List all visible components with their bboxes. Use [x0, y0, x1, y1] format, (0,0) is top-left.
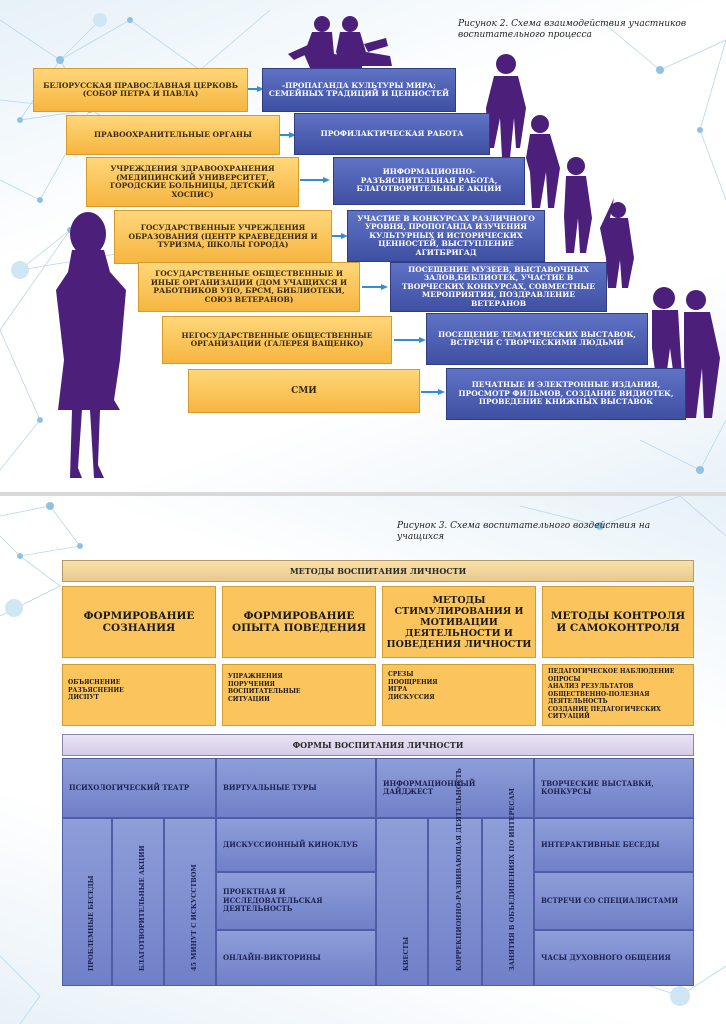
form-specialist-meetings: ВСТРЕЧИ СО СПЕЦИАЛИСТАМИ: [534, 872, 694, 930]
org-box-public-orgs: ГОСУДАРСТВЕННЫЕ ОБЩЕСТВЕННЫЕ И ИНЫЕ ОРГАНИЗАЦИИ (ДОМ УЧАЩИХСЯ И РАБОТНИКОВ УПО, БРСМ, БИБЛИОТЕКИ, СОЮЗ ВЕТЕРАНОВ): [138, 262, 360, 312]
arrow-right: [394, 337, 426, 343]
form-online-quizzes: ОНЛАЙН-ВИКТОРИНЫ: [216, 930, 376, 986]
form-interest-groups: [482, 788, 534, 986]
form-creative-exhibitions: ТВОРЧЕСКИЕ ВЫСТАВКИ, КОНКУРСЫ: [534, 758, 694, 818]
org-box-ngo: НЕГОСУДАРСТВЕННЫЕ ОБЩЕСТВЕННЫЕ ОРГАНИЗАЦИИ (ГАЛЕРЕЯ ВАЩЕНКО): [162, 316, 392, 364]
form-charity-actions: [112, 818, 164, 986]
form-information-digest: ИНФОРМАЦИОННЫЙ ДАЙДЖЕСТ: [376, 758, 534, 818]
figure2-page: [0, 0, 726, 492]
form-charity-actions-label: БЛАГОТВОРИТЕЛЬНЫЕ АКЦИИ: [138, 845, 146, 971]
form-discussion-cinema-club: ДИСКУССИОННЫЙ КИНОКЛУБ: [216, 818, 376, 872]
method-items-stimulation: СРЕЗЫ ПООЩРЕНИЯ ИГРА ДИСКУССИЯ: [382, 664, 536, 726]
forms-header: ФОРМЫ ВОСПИТАНИЯ ЛИЧНОСТИ: [62, 734, 694, 756]
org-box-church: БЕЛОРУССКАЯ ПРАВОСЛАВНАЯ ЦЕРКОВЬ (СОБОР ПЕТРА И ПАВЛА): [33, 68, 248, 112]
figure3-page: [0, 496, 726, 1024]
arrow-right: [300, 177, 330, 183]
methods-header: МЕТОДЫ ВОСПИТАНИЯ ЛИЧНОСТИ: [62, 560, 694, 582]
form-quests-label: КВЕСТЫ: [402, 936, 410, 971]
form-virtual-tours: ВИРТУАЛЬНЫЕ ТУРЫ: [216, 758, 376, 818]
activity-box-police: ПРОФИЛАКТИЧЕСКАЯ РАБОТА: [294, 113, 490, 155]
form-problem-talks: [62, 818, 112, 986]
figure3-caption: Рисунок 3. Схема воспитательного воздействия на учащихся: [397, 521, 651, 542]
form-correctional-activity-label: КОРРЕКЦИОННО-РАЗВИВАЮЩАЯ ДЕЯТЕЛЬНОСТЬ: [455, 768, 463, 971]
activity-box-media: ПЕЧАТНЫЕ И ЭЛЕКТРОННЫЕ ИЗДАНИЯ, ПРОСМОТР ФИЛЬМОВ, СОЗДАНИЕ ВИДИОТЕК, ПРОВЕДЕНИЕ КНИЖНЫХ ВЫСТАВОК: [446, 368, 686, 420]
method-items-consciousness: ОБЪЯСНЕНИЕ РАЗЪЯСНЕНИЕ ДИСПУТ: [62, 664, 216, 726]
method-title-behavior-experience: ФОРМИРОВАНИЕ ОПЫТА ПОВЕДЕНИЯ: [222, 586, 376, 658]
arrow-right: [421, 389, 445, 395]
activity-box-health: ИНФОРМАЦИОННО-РАЗЪЯСНИТЕЛЬНАЯ РАБОТА, БЛАГОТВОРИТЕЛЬНЫЕ АКЦИИ: [333, 157, 525, 205]
activity-box-ngo: ПОСЕЩЕНИЕ ТЕМАТИЧЕСКИХ ВЫСТАВОК, ВСТРЕЧИ С ТВОРЧЕСКИМИ ЛЮДЬМИ: [426, 313, 648, 365]
activity-box-public-orgs: ПОСЕЩЕНИЕ МУЗЕЕВ, ВЫСТАВОЧНЫХ ЗАЛОВ,БИБЛИОТЕК, УЧАСТИЕ В ТВОРЧЕСКИХ КОНКУРСАХ, СОВМЕСТНЫЕ МЕРОПРИЯТИЯ, ПОЗДРАВЛЕНИЕ ВЕТЕРАНОВ: [390, 262, 607, 312]
method-title-control: МЕТОДЫ КОНТРОЛЯ И САМОКОНТРОЛЯ: [542, 586, 694, 658]
form-interactive-talks: ИНТЕРАКТИВНЫЕ БЕСЕДЫ: [534, 818, 694, 872]
method-items-behavior-experience: УПРАЖНЕНИЯ ПОРУЧЕНИЯ ВОСПИТАТЕЛЬНЫЕ СИТУАЦИИ: [222, 664, 376, 726]
org-box-police: ПРАВООХРАНИТЕЛЬНЫЕ ОРГАНЫ: [66, 115, 280, 155]
org-box-media: СМИ: [188, 369, 420, 413]
method-title-consciousness: ФОРМИРОВАНИЕ СОЗНАНИЯ: [62, 586, 216, 658]
activity-box-church: -ПРОПАГАНДА КУЛЬТУРЫ МИРА; СЕМЕЙНЫХ ТРАДИЦИЙ И ЦЕННОСТЕЙ: [262, 68, 456, 112]
figure2-caption: Рисунок 2. Схема взаимодействия участников воспитательного процесса: [458, 19, 687, 40]
form-quests: [376, 818, 428, 986]
form-45-minutes-art-label: 45 МИНУТ С ИСКУССТВОМ: [190, 864, 198, 971]
method-title-stimulation: МЕТОДЫ СТИМУЛИРОВАНИЯ И МОТИВАЦИИ ДЕЯТЕЛЬНОСТИ И ПОВЕДЕНИЯ ЛИЧНОСТИ: [382, 586, 536, 658]
method-items-control: ПЕДАГОГИЧЕСКОЕ НАБЛЮДЕНИЕ ОПРОСЫ АНАЛИЗ РЕЗУЛЬТАТОВ ОБЩЕСТВЕННО-ПОЛЕЗНАЯ ДЕЯТЕЛЬНОСТЬ СОЗДАНИЕ ПЕДАГОГИЧЕСКИХ СИТУАЦИЙ: [542, 664, 694, 726]
arrow-right: [362, 284, 388, 290]
org-box-health: УЧРЕЖДЕНИЯ ЗДРАВООХРАНЕНИЯ (МЕДИЦИНСКИЙ УНИВЕРСИТЕТ, ГОРОДСКИЕ БОЛЬНИЦЫ, ДЕТСКИЙ ХОСПИС): [86, 157, 299, 207]
form-45-minutes-art: [164, 818, 216, 986]
activity-box-education: УЧАСТИЕ В КОНКУРСАХ РАЗЛИЧНОГО УРОВНЯ, ПРОПОГАНДА ИЗУЧЕНИЯ КУЛЬТУРНЫХ И ИСТОРИЧЕСКИХ ЦЕННОСТЕЙ, ВЫСТУПЛЕНИЕ АГИТБРИГАД: [347, 210, 545, 262]
form-psychological-theatre: ПСИХОЛОГИЧЕСКИЙ ТЕАТР: [62, 758, 216, 818]
arrow-right: [332, 233, 348, 239]
form-interest-groups-label: ЗАНЯТИЯ В ОБЪЕДИНЕНИЯХ ПО ИНТЕРЕСАМ: [508, 788, 516, 971]
reading-students-silhouette: [270, 14, 400, 72]
org-box-education: ГОСУДАРСТВЕННЫЕ УЧРЕЖДЕНИЯ ОБРАЗОВАНИЯ (ЦЕНТР КРАЕВЕДЕНИЯ И ТУРИЗМА, ШКОЛЫ ГОРОДА): [114, 210, 332, 264]
form-spiritual-hours: ЧАСЫ ДУХОВНОГО ОБЩЕНИЯ: [534, 930, 694, 986]
form-project-research: ПРОЕКТНАЯ И ИССЛЕДОВАТЕЛЬСКАЯ ДЕЯТЕЛЬНОСТЬ: [216, 872, 376, 930]
form-problem-talks-label: ПРОБЛЕМНЫЕ БЕСЕДЫ: [87, 875, 95, 971]
